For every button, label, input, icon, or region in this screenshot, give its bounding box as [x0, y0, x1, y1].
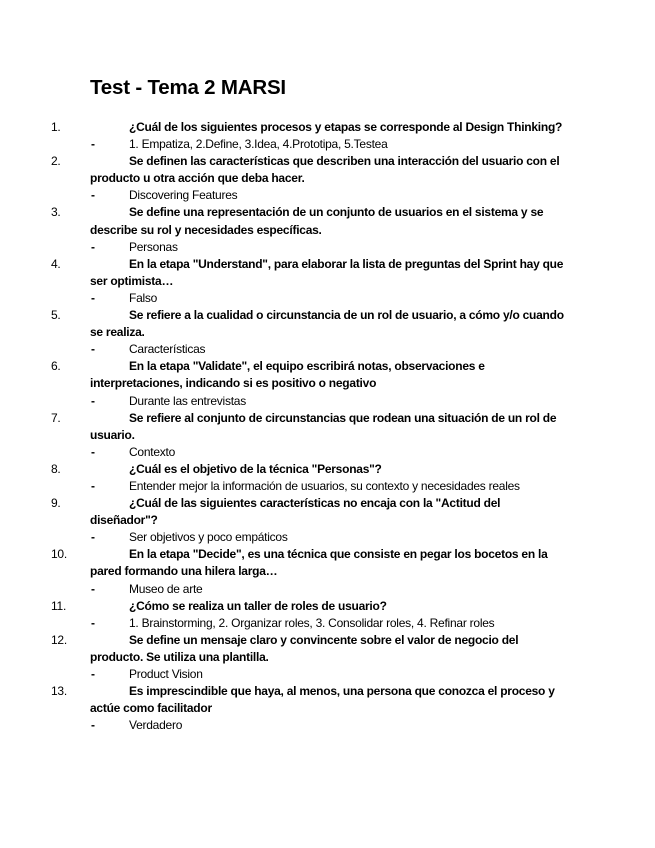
bullet-dash-icon: - — [91, 393, 95, 408]
question-text: ¿Cuál de los siguientes procesos y etapas se corresponde al Design Thinking? — [129, 120, 563, 134]
question-text: Se definen las características que describen una interacción del usuario con el producto u otra acción que deba hacer. — [90, 154, 560, 186]
question-3 — [51, 204, 570, 238]
question-9 — [51, 495, 570, 529]
question-13 — [51, 683, 570, 717]
question-12 — [51, 632, 570, 666]
bullet-dash-icon: - — [91, 530, 95, 545]
question-number: 13. — [51, 684, 67, 699]
question-text: ¿Cuál de las siguientes características no encaja con la "Actitud del diseñador"? — [90, 496, 501, 528]
question-text: Es imprescindible que haya, al menos, una persona que conozca el proceso y actúe como facilitador — [90, 684, 555, 716]
bullet-dash-icon: - — [91, 478, 95, 493]
question-6 — [51, 358, 570, 392]
question-text: En la etapa "Decide", es una técnica que consiste en pegar los bocetos en la pared formando una hilera larga… — [90, 547, 548, 579]
answer-3 — [90, 239, 570, 256]
bullet-dash-icon: - — [91, 615, 95, 630]
question-number: 12. — [51, 632, 67, 647]
bullet-dash-icon: - — [91, 290, 95, 305]
bullet-dash-icon: - — [91, 581, 95, 596]
question-number: 8. — [51, 461, 61, 476]
question-text: ¿Cómo se realiza un taller de roles de usuario? — [129, 598, 387, 613]
answer-text: Características — [129, 342, 206, 357]
question-10 — [51, 546, 570, 580]
question-8 — [51, 461, 570, 478]
answer-text: Personas — [129, 239, 178, 254]
answer-6 — [90, 393, 570, 410]
question-text: Se refiere a la cualidad o circunstancia de un rol de usuario, a cómo y/o cuando se realiza. — [90, 308, 564, 340]
answer-10 — [90, 581, 570, 598]
answer-text: Entender mejor la información de usuarios, su contexto y necesidades reales — [129, 478, 520, 493]
question-number: 3. — [51, 205, 61, 220]
answer-5 — [90, 341, 570, 358]
answer-2 — [90, 187, 570, 204]
answer-13 — [90, 717, 570, 734]
question-7 — [51, 410, 570, 444]
answer-text: Durante las entrevistas — [129, 393, 246, 408]
answer-1 — [90, 136, 570, 153]
bullet-dash-icon: - — [91, 239, 95, 254]
answer-11 — [90, 615, 570, 632]
question-number: 7. — [51, 410, 61, 425]
question-text: En la etapa "Validate", el equipo escribirá notas, observaciones e interpretaciones, indicando si es positivo o negativo — [90, 359, 485, 391]
bullet-dash-icon: - — [91, 137, 95, 152]
question-list — [51, 119, 570, 734]
question-2 — [51, 153, 570, 187]
answer-12 — [90, 666, 570, 683]
question-text: Se define un mensaje claro y convincente sobre el valor de negocio del producto. Se utiliza una plantilla. — [90, 632, 519, 664]
question-number: 10. — [51, 547, 67, 562]
answer-4 — [90, 290, 570, 307]
bullet-dash-icon: - — [91, 718, 95, 733]
answer-text: Museo de arte — [129, 581, 203, 596]
answer-text: Verdadero — [129, 718, 183, 733]
question-text: ¿Cuál es el objetivo de la técnica "Personas"? — [129, 461, 382, 476]
question-1 — [51, 119, 570, 136]
bullet-dash-icon: - — [91, 444, 95, 459]
answer-text: Falso — [129, 290, 158, 305]
bullet-dash-icon: - — [91, 342, 95, 357]
answer-7 — [90, 444, 570, 461]
bullet-dash-icon: - — [91, 188, 95, 203]
question-number: 6. — [51, 359, 61, 374]
question-text: Se refiere al conjunto de circunstancias que rodean una situación de un rol de usuario. — [90, 410, 557, 442]
question-number: 11. — [51, 598, 67, 613]
question-number: 4. — [51, 256, 61, 271]
answer-text: Ser objetivos y poco empáticos — [129, 530, 288, 545]
question-number: 9. — [51, 496, 61, 511]
answer-8 — [90, 478, 570, 495]
answer-text: Contexto — [129, 444, 176, 459]
question-4 — [51, 256, 570, 290]
question-number: 5. — [51, 308, 61, 323]
answer-text: 1. Empatiza, 2.Define, 3.Idea, 4.Prototipa, 5.Testea — [129, 137, 388, 152]
answer-text: Discovering Features — [129, 188, 238, 203]
page-title: Test - Tema 2 MARSI — [90, 76, 286, 99]
question-number: 2. — [51, 154, 61, 169]
question-5 — [51, 307, 570, 341]
bullet-dash-icon: - — [91, 667, 95, 681]
question-number: 1. — [51, 120, 61, 134]
question-text: Se define una representación de un conjunto de usuarios en el sistema y se describe su rol y necesidades específicas. — [90, 205, 544, 237]
answer-9 — [90, 529, 570, 546]
question-11 — [51, 598, 570, 615]
question-text: En la etapa "Understand", para elaborar la lista de preguntas del Sprint hay que ser optimista… — [90, 256, 564, 288]
answer-text: Product Vision — [129, 667, 203, 681]
answer-text: 1. Brainstorming, 2. Organizar roles, 3. Consolidar roles, 4. Refinar roles — [129, 615, 495, 630]
